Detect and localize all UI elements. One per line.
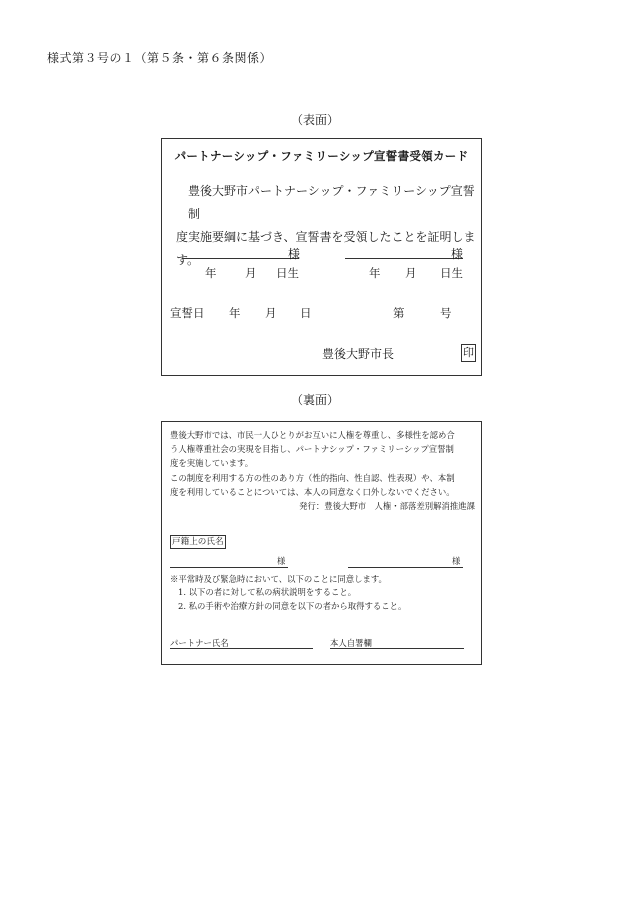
front-side-label: （表面） bbox=[290, 113, 339, 127]
birth-year-1: 年 bbox=[205, 266, 217, 280]
notice-text bbox=[170, 428, 475, 513]
birth-month-2: 月 bbox=[405, 266, 417, 280]
koseki-name-line-1[interactable] bbox=[170, 567, 288, 568]
notice-line: 度を利用していることについては、本人の同意なく口外しないでください。 bbox=[170, 486, 455, 497]
notice-line: この制度を利用する方の性のあり方（性的指向、性自認、性表現）や、本制 bbox=[170, 472, 455, 483]
consent-block bbox=[170, 573, 475, 613]
birth-month-1: 月 bbox=[245, 266, 257, 280]
birth-day-2: 日生 bbox=[440, 266, 463, 280]
birth-year-2: 年 bbox=[369, 266, 381, 280]
issuer: 発行：豊後大野市 人権・部落差別解消推進課 bbox=[299, 501, 475, 512]
notice-line: 豊後大野市では、市民一人ひとりがお互いに人権を尊重し、多様性を認め合 bbox=[170, 430, 455, 440]
card-title: パートナーシップ・ファミリーシップ宣誓書受領カード bbox=[174, 149, 469, 163]
intro-line-1: 豊後大野市パートナーシップ・ファミリーシップ宣誓制 bbox=[188, 184, 475, 221]
koseki-name-line-2[interactable] bbox=[348, 567, 463, 568]
koseki-name-label: 戸籍上の氏名 bbox=[172, 537, 224, 547]
name-suffix-2: 様 bbox=[451, 247, 464, 261]
notice-line: 度を実施しています。 bbox=[170, 458, 254, 469]
notice-line: う人権尊重社会の実現を目指し、パートナシップ・ファミリーシップ宣誓制 bbox=[170, 444, 454, 455]
oath-day: 日 bbox=[300, 306, 312, 320]
oath-month: 月 bbox=[265, 306, 277, 320]
seal-box: 印 bbox=[461, 344, 476, 362]
number-prefix: 第 bbox=[393, 306, 405, 320]
birth-day-1: 日生 bbox=[276, 266, 299, 280]
partner-name-label: パートナー氏名 bbox=[170, 638, 229, 648]
oath-year: 年 bbox=[229, 306, 241, 320]
back-side-label: （裏面） bbox=[290, 393, 339, 407]
back-card bbox=[161, 421, 482, 665]
koseki-suffix-1: 様 bbox=[277, 556, 286, 566]
koseki-suffix-2: 様 bbox=[452, 556, 461, 566]
intro-line-2: 度実施要綱に基づき、宣誓書を受領したことを証明します。 bbox=[176, 230, 476, 267]
name-line-1[interactable] bbox=[182, 258, 299, 259]
consent-item-2: 2. 私の手術や治療方針の同意を以下の者から取得すること。 bbox=[178, 600, 407, 611]
signature-label: 本人自署欄 bbox=[330, 638, 372, 648]
partner-name-line[interactable] bbox=[170, 648, 313, 649]
mayor-title: 豊後大野市長 bbox=[322, 347, 395, 361]
signature-line[interactable] bbox=[330, 648, 464, 649]
consent-heading: ※平常時及び緊急時において、以下のことに同意します。 bbox=[170, 574, 387, 584]
form-number: 様式第３号の１（第５条・第６条関係） bbox=[47, 51, 273, 65]
oath-date-label: 宣誓日 bbox=[170, 306, 205, 320]
name-suffix-1: 様 bbox=[288, 247, 301, 261]
front-card bbox=[161, 138, 482, 376]
number-suffix: 号 bbox=[440, 306, 452, 320]
consent-item-1: 1. 以下の者に対して私の病状説明をすること。 bbox=[178, 587, 357, 598]
name-line-2[interactable] bbox=[345, 258, 463, 259]
